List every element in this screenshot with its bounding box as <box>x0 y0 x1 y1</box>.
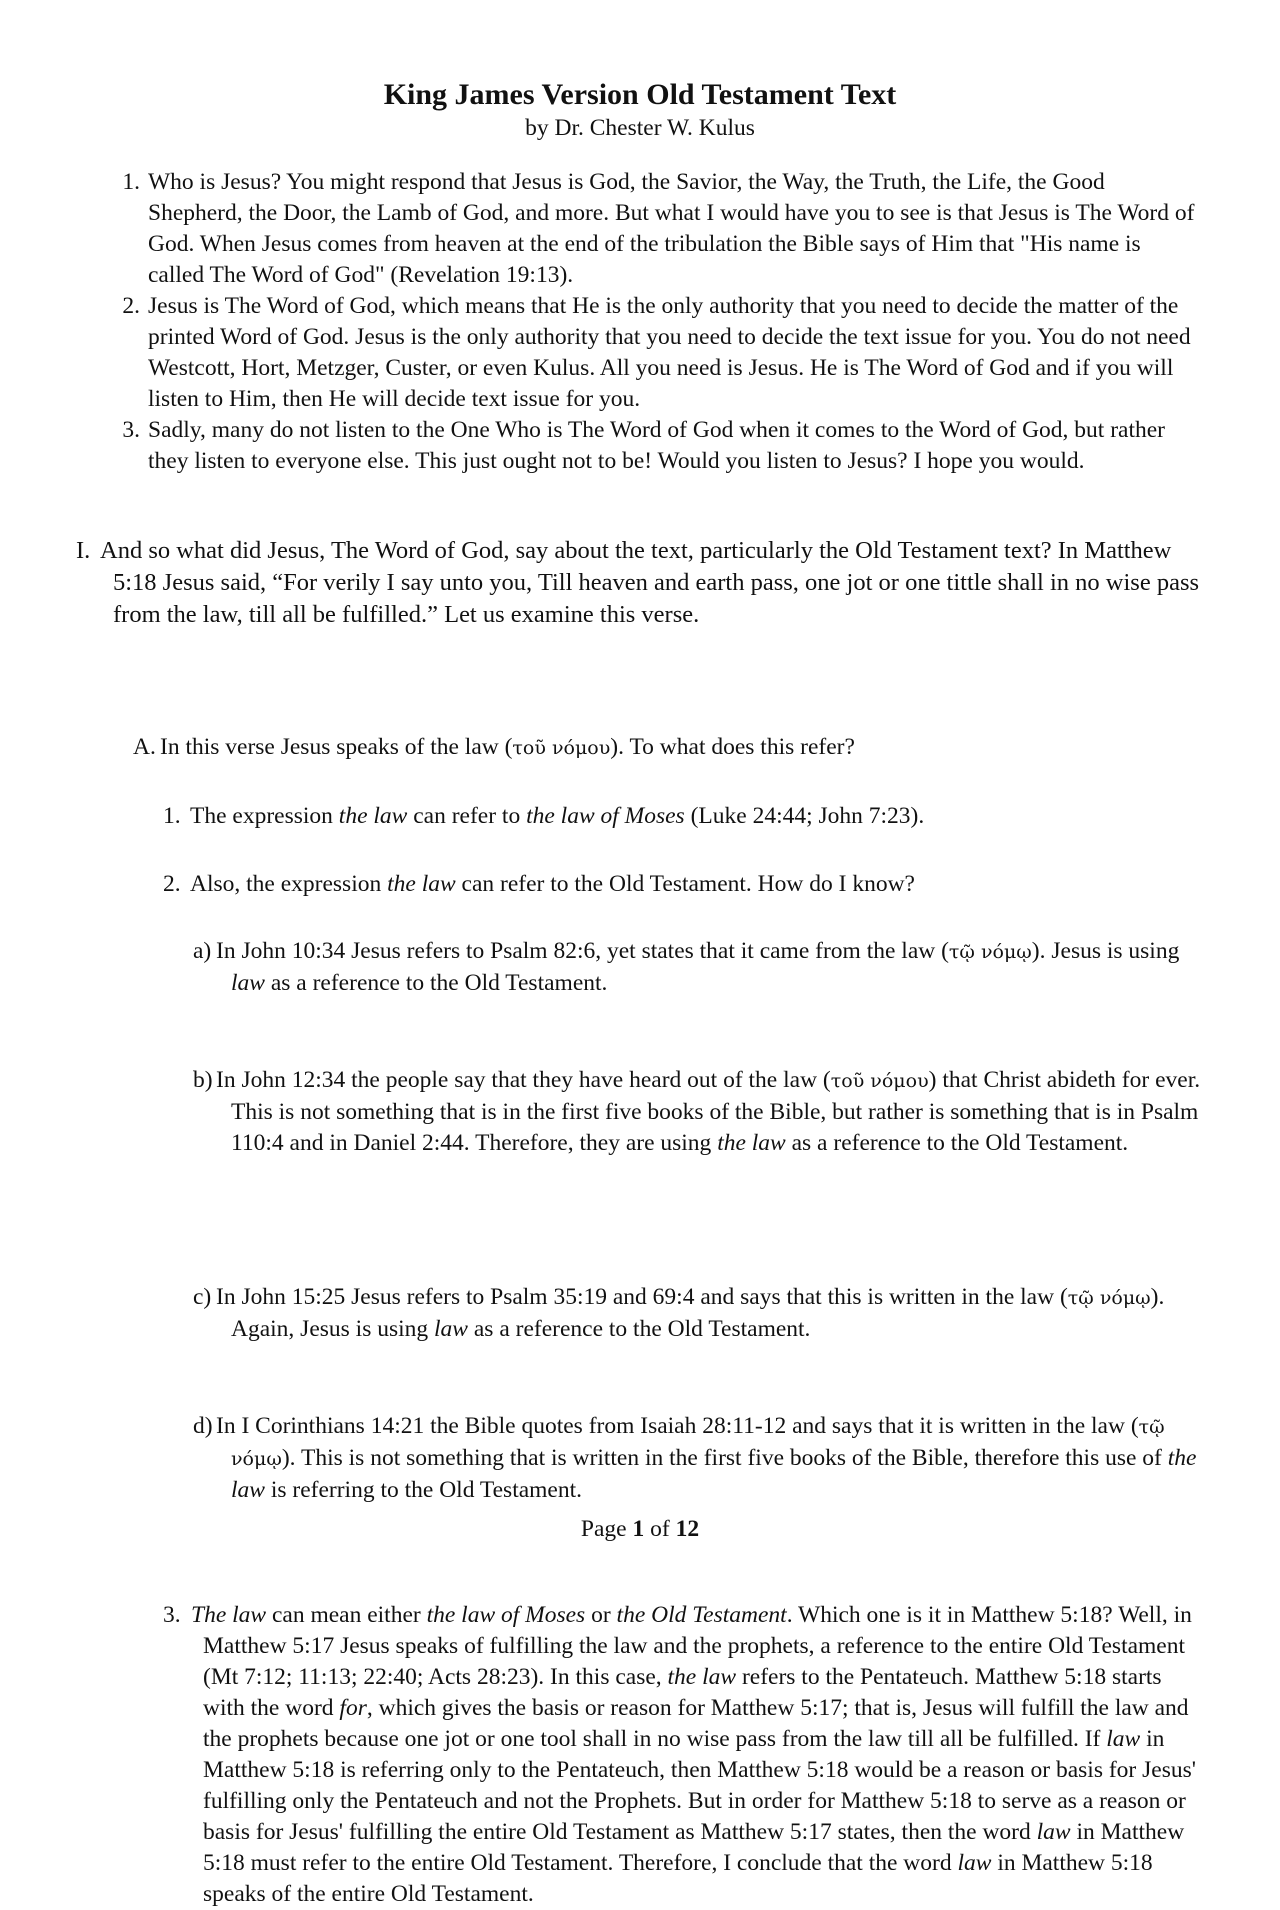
list-marker: c) <box>193 1284 212 1310</box>
section-a <box>133 732 1203 764</box>
text-run: , which gives the basis or reason for Matthew 5:17; that is, Jesus will fulfill the law and the prophets because one jot or one tool shall in no wise pass from the law till all be fulfilled. If <box>203 1695 1189 1752</box>
italic-run: law <box>434 1316 468 1342</box>
text-run: refers to the Pentateuch. Matthew 5:18 starts with the word <box>203 1664 1162 1721</box>
page-number: 1 <box>632 1516 645 1542</box>
text-run: ) that Christ abideth for ever. This is not something that is in the first five books of the Bible, but rather is something that is in Psalm 110:4 and in Daniel 2:44. Therefore, they are using <box>231 1067 1201 1156</box>
list-marker: 1. <box>122 169 140 195</box>
intro-list <box>110 167 1195 477</box>
list-item <box>110 167 1195 291</box>
subitem-a <box>193 936 1203 999</box>
text-run: can refer to <box>407 803 527 829</box>
section-marker: I. <box>76 537 91 564</box>
italic-run: the law <box>231 1445 1197 1503</box>
text-run: as a reference to the Old Testament. <box>264 970 608 996</box>
italic-run: law <box>1036 1819 1071 1845</box>
text-run: as a reference to the Old Testament. <box>468 1316 811 1342</box>
subitem-d <box>193 1411 1203 1506</box>
italic-run: The law <box>191 1602 267 1628</box>
text-run: . Which one is it in Matthew 5:18? Well, in Matthew 5:17 Jesus speaks of fulfilling the law and the prophets, a reference to the entire Old Testament (Mt 7:12; 11:13; 22:40; Acts 28:23). In this case, <box>203 1602 1192 1690</box>
section-text: And so what did Jesus, The Word of God, say about the text, particularly the Old Testament text? In Matthew 5:18 Jesus said, “For verily I say unto you, Till heaven and earth pass, one jot or one tittle shall in no wise pass from the law, till all be fulfilled.” Let us examine this verse. <box>100 537 1200 628</box>
greek-phrase: τοῦ νόμου <box>512 737 611 759</box>
italic-run: the law <box>717 1130 786 1156</box>
italic-run: the law of Moses <box>426 1602 586 1628</box>
greek-phrase: τοῦ νόμου <box>830 1070 929 1092</box>
italic-run: the law of Moses <box>526 803 685 829</box>
text-run: or <box>585 1602 617 1628</box>
list-item-text: Jesus is The Word of God, which means that He is the only authority that you need to decide the matter of the printed Word of God. Jesus is the only authority that you need to decide the text issue for you. You do not need Westcott, Hort, Metzger, Custer, or even Kulus. All you need is Jesus. He is The Word of God and if you will listen to Him, then He will decide text issue for you. <box>148 293 1191 412</box>
italic-run: for <box>339 1695 367 1721</box>
list-item <box>110 415 1195 477</box>
text-run: in Matthew 5:18 is referring only to the Pentateuch, then Matthew 5:18 would be a reason or basis for Jesus' fulfilling only the Pentateuch and not the Prophets. But in order for Matthew 5:18 to serve as a reason or basis for Jesus' fulfilling the entire Old Testament as Matthew 5:17 states, then the word <box>203 1726 1196 1845</box>
section-i <box>76 535 1204 631</box>
subitem-c <box>193 1282 1203 1345</box>
subitem-b <box>193 1065 1203 1159</box>
greek-phrase: τῷ νόμῳ <box>231 1416 1165 1470</box>
page-title: King James Version Old Testament Text <box>383 78 897 111</box>
italic-run: the law <box>667 1664 737 1690</box>
italic-run: law <box>231 970 265 996</box>
section-text: ). To what does this refer? <box>610 734 855 760</box>
list-marker: 3. <box>122 417 140 443</box>
section-text: In this verse Jesus speaks of the law ( <box>160 734 513 760</box>
greek-phrase: τῷ νόμῳ <box>948 941 1032 963</box>
page-total: 12 <box>675 1516 700 1542</box>
text-run: in Matthew 5:18 must refer to the entire Old Testament. Therefore, I conclude that the word <box>203 1819 1185 1876</box>
list-marker: 3. <box>163 1602 181 1628</box>
author-byline: by Dr. Chester W. Kulus <box>525 115 755 141</box>
text-run: In John 15:25 Jesus refers to Psalm 35:19 and 69:4 and says that this is written in the law ( <box>216 1284 1068 1310</box>
text-run: ). Jesus is using <box>1031 938 1180 964</box>
list-marker: 1. <box>163 803 181 829</box>
list-marker: 2. <box>163 871 181 897</box>
italic-run: law <box>1106 1726 1141 1752</box>
list-marker: d) <box>193 1413 213 1439</box>
italic-run: the law <box>338 803 408 829</box>
text-run: in Matthew 5:18 speaks of the entire Old Testament. <box>203 1850 1153 1907</box>
text-run: In John 10:34 Jesus refers to Psalm 82:6, yet states that it came from the law ( <box>216 938 949 964</box>
text-run: In I Corinthians 14:21 the Bible quotes from Isaiah 28:11-12 and says that it is written in the law ( <box>216 1413 1139 1439</box>
italic-run: the law <box>387 871 456 897</box>
list-item-text: Who is Jesus? You might respond that Jesus is God, the Savior, the Way, the Truth, the Life, the Good Shepherd, the Door, the Lamb of God, and more. But what I would have you to see is that Jesus is The Word of God. When Jesus comes from heaven at the end of the tribulation the Bible says of Him that "His name is called The Word of God" (Revelation 19:13). <box>148 169 1195 288</box>
page-label: Page <box>580 1516 627 1542</box>
text-run: is referring to the Old Testament. <box>264 1477 583 1503</box>
list-item <box>110 291 1195 415</box>
list-item-text: Sadly, many do not listen to the One Who is The Word of God when it comes to the Word of God, but rather they listen to everyone else. This just ought not to be! Would you listen to Jesus? I hope you would. <box>148 417 1166 474</box>
text-run: can refer to the Old Testament. How do I know? <box>455 871 915 897</box>
text-run: The expression <box>190 803 339 829</box>
subitem-3 <box>163 1600 1203 1910</box>
text-run: (Luke 24:44; John 7:23). <box>684 803 925 829</box>
text-run: as a reference to the Old Testament. <box>785 1130 1129 1156</box>
list-marker: 2. <box>122 293 140 319</box>
italic-run: the Old Testament <box>616 1602 787 1628</box>
list-marker: b) <box>193 1067 213 1093</box>
text-run: can mean either <box>266 1602 427 1628</box>
page-footer <box>0 1514 1280 1544</box>
of-label: of <box>650 1516 670 1542</box>
text-run: ). This is not something that is written in the first five books of the Bible, therefore this use of <box>281 1445 1168 1471</box>
italic-run: law <box>957 1850 992 1876</box>
subitem-2 <box>163 869 1203 900</box>
text-run: ). Again, Jesus is using <box>231 1284 1165 1342</box>
section-marker: A. <box>133 734 156 760</box>
text-run: In John 12:34 the people say that they have heard out of the law ( <box>216 1067 831 1093</box>
list-marker: a) <box>193 938 212 964</box>
subitem-1 <box>163 801 1203 832</box>
greek-phrase: τῷ νόμῳ <box>1067 1287 1151 1309</box>
text-run: Also, the expression <box>190 871 388 897</box>
